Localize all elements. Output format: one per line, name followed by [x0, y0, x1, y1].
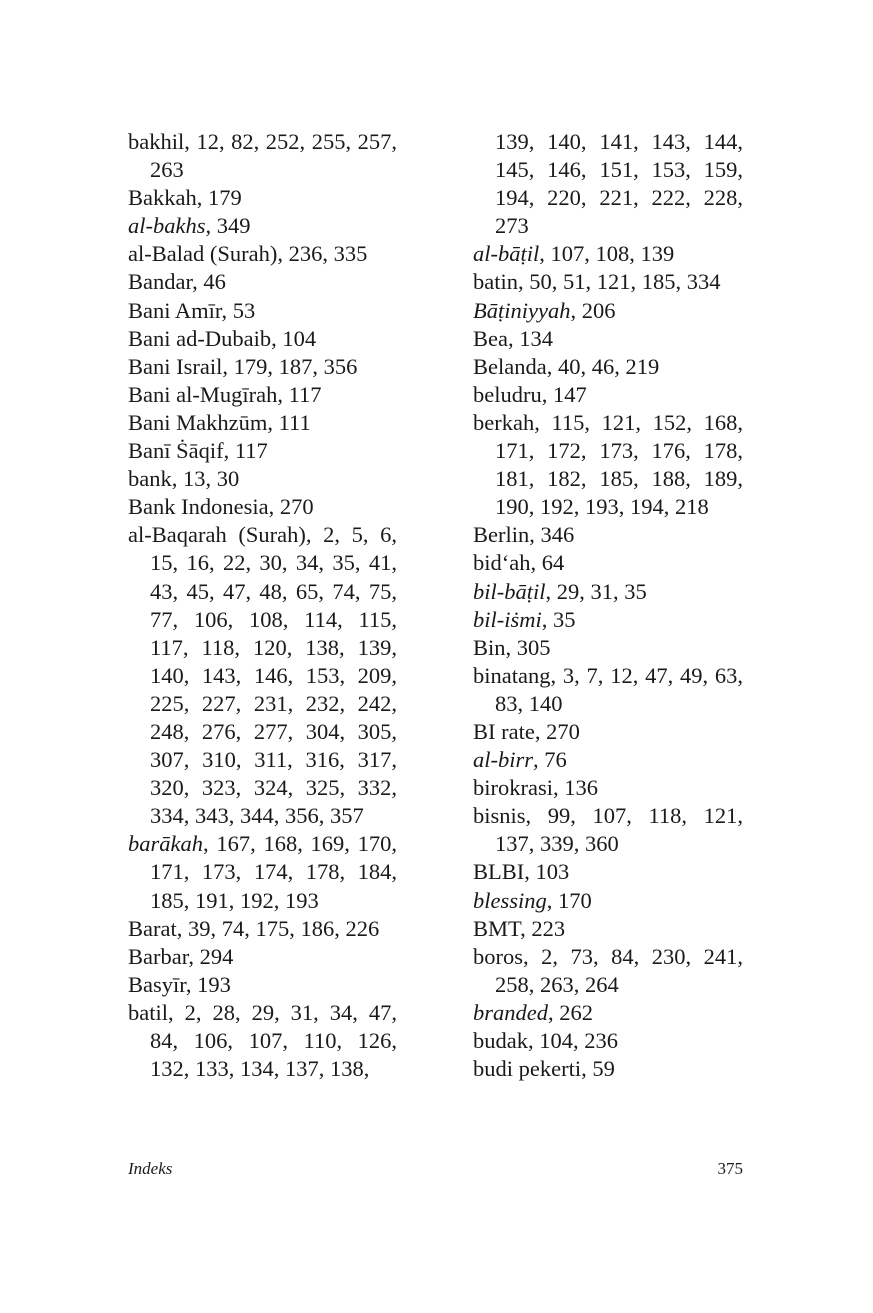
- index-pages: 206: [581, 297, 616, 323]
- index-pages: 147: [552, 381, 587, 407]
- index-pages: 115, 121, 152, 168, 171, 172, 173, 176, 178, 181, 182, 185, 188, 189, 190, 192, 193, 194, 218: [495, 409, 743, 520]
- index-separator: ,: [221, 297, 233, 323]
- index-entry: [473, 662, 743, 718]
- index-pages: 270: [546, 718, 580, 744]
- index-separator: ,: [552, 775, 565, 801]
- index-term: budi pekerti: [473, 1056, 582, 1082]
- index-entry: [128, 409, 397, 437]
- index-entry: [128, 240, 397, 268]
- index-term: bakhil: [128, 129, 185, 154]
- index-term: Basyīr: [128, 971, 186, 997]
- index-term: bil-bāṭil: [473, 578, 546, 604]
- index-term: Bakkah: [128, 185, 197, 211]
- index-entry: [473, 521, 743, 549]
- index-pages: 29, 31, 35: [556, 578, 647, 604]
- index-term: batin: [473, 269, 518, 295]
- index-term: beludru: [473, 381, 542, 407]
- index-separator: ,: [523, 943, 542, 969]
- index-pages: 262: [559, 999, 593, 1025]
- index-separator: ,: [222, 353, 234, 379]
- index-separator: ,: [171, 466, 183, 492]
- index-separator: ,: [176, 915, 188, 941]
- index-term: Banī Ṡāqif: [128, 438, 224, 464]
- index-entry: [473, 1055, 743, 1083]
- index-entry: [473, 915, 743, 943]
- index-term: batil: [128, 999, 168, 1025]
- index-term: al-bakhs: [128, 213, 206, 239]
- index-separator: ,: [581, 1056, 593, 1082]
- index-separator: ,: [546, 887, 559, 913]
- index-pages: 2, 73, 84, 230, 241, 258, 263, 264: [495, 943, 743, 997]
- index-entry: [473, 268, 743, 296]
- index-pages: 346: [540, 522, 575, 548]
- index-term: Bani al-Mugīrah: [128, 381, 278, 407]
- index-separator: ,: [507, 325, 520, 351]
- index-entry: [128, 184, 397, 212]
- index-entry: [128, 268, 397, 296]
- index-column-right: [473, 128, 743, 1083]
- index-pages: 117: [234, 438, 268, 464]
- index-entry: [473, 381, 743, 409]
- index-entry-continuation: 139, 140, 141, 143, 144, 145, 146, 151, 153, 159, 194, 220, 221, 222, 228, 273: [495, 129, 743, 239]
- index-separator: ,: [539, 241, 551, 267]
- index-pages: 349: [216, 213, 251, 239]
- index-separator: ,: [271, 325, 283, 351]
- index-pages: 2, 28, 29, 31, 34, 47, 84, 106, 107, 110, 126, 132, 133, 134, 137, 138,: [150, 999, 398, 1082]
- index-term: Bani Amīr: [128, 297, 222, 323]
- index-separator: ,: [550, 662, 563, 688]
- index-term: Bāṭiniyyah: [473, 297, 571, 323]
- index-pages: 12, 82, 252, 255, 257, 263: [150, 129, 398, 183]
- index-term: birokrasi: [473, 775, 553, 801]
- index-pages: 53: [232, 297, 256, 323]
- index-pages: 104, 236: [539, 1028, 618, 1053]
- index-entry: [473, 858, 743, 886]
- index-entry: [473, 718, 743, 746]
- index-entry: [473, 634, 743, 662]
- index-entry: [473, 549, 743, 577]
- index-separator: ,: [267, 409, 279, 435]
- index-term: BI rate: [473, 718, 535, 744]
- index-term: bil-iṡmi: [473, 606, 542, 632]
- index-separator: ,: [277, 381, 289, 407]
- index-entry: [473, 802, 743, 858]
- index-entry: [473, 943, 743, 999]
- index-entry: [128, 465, 397, 493]
- index-entry: [473, 887, 743, 915]
- index-term: budak: [473, 1028, 528, 1053]
- index-pages: 104: [282, 325, 317, 351]
- index-entry: [473, 297, 743, 325]
- index-entry: [128, 493, 397, 521]
- index-entry: [473, 578, 743, 606]
- index-entries-right: [473, 240, 743, 1083]
- index-term: al-Balad (Surah): [128, 241, 278, 267]
- index-entry: [128, 353, 397, 381]
- index-term: BMT: [473, 915, 521, 941]
- index-separator: ,: [530, 550, 542, 576]
- index-term: barākah: [128, 831, 203, 857]
- index-term: binatang: [473, 662, 551, 688]
- index-entry: [473, 1027, 743, 1055]
- index-separator: ,: [184, 129, 197, 154]
- index-term: al-birr: [473, 747, 534, 773]
- index-pages: 170: [558, 887, 592, 913]
- index-separator: ,: [223, 438, 235, 464]
- index-pages: 223: [531, 915, 566, 941]
- index-separator: ,: [192, 269, 204, 295]
- index-separator: ,: [528, 1028, 540, 1053]
- index-entry: [473, 325, 743, 353]
- index-pages: 107, 108, 139: [550, 241, 675, 267]
- running-footer-section: Indeks: [128, 1159, 173, 1178]
- index-separator: ,: [305, 522, 324, 548]
- index-separator: ,: [545, 578, 557, 604]
- index-pages: 13, 30: [183, 466, 240, 492]
- index-separator: ,: [188, 943, 200, 969]
- index-term: bisnis: [473, 803, 526, 829]
- index-separator: ,: [168, 999, 185, 1025]
- index-pages: 2, 5, 6, 15, 16, 22, 30, 34, 35, 41, 43, 45, 47, 48, 65, 74, 75, 77, 106, 108, 114, 115, 117, 118, 120, 138, 139, 140, 143, 146, 153, 209, 225, 227, 231, 232, 242, 248, 276, 277, 304, 305, 307, 310, 311, 316, 317, 320, 323, 324, 325, 332, 334, 343, 344, 356, 357: [150, 522, 398, 829]
- index-entry: [473, 774, 743, 802]
- index-pages: 76: [544, 747, 567, 773]
- index-term: Bani Makhzūm: [128, 409, 268, 435]
- index-separator: ,: [505, 634, 517, 660]
- index-entry: [128, 971, 397, 999]
- index-separator: ,: [518, 269, 530, 295]
- index-separator: ,: [520, 915, 532, 941]
- index-pages: 270: [279, 494, 314, 520]
- index-pages: 3, 7, 12, 47, 49, 63, 83, 140: [495, 662, 744, 716]
- index-pages: 111: [278, 409, 311, 435]
- index-separator: ,: [534, 409, 552, 435]
- index-pages: 193: [197, 971, 231, 997]
- index-pages: 103: [535, 859, 570, 885]
- index-term: Bea: [473, 325, 508, 351]
- index-pages: 179: [207, 185, 242, 211]
- index-term: boros: [473, 943, 523, 969]
- index-pages: 59: [592, 1056, 615, 1082]
- index-separator: ,: [268, 494, 280, 520]
- index-pages: 179, 187, 356: [233, 353, 358, 379]
- index-separator: ,: [525, 803, 548, 829]
- index-entry: [473, 409, 743, 521]
- index-separator: ,: [277, 241, 289, 267]
- index-separator: ,: [541, 606, 554, 632]
- index-entry: [473, 353, 743, 381]
- index-term: Bank Indonesia: [128, 494, 269, 520]
- index-term: Berlin: [473, 522, 530, 548]
- index-entry: [128, 325, 397, 353]
- index-term: bid‘ah: [473, 550, 531, 576]
- page-number: 375: [717, 1159, 743, 1178]
- index-term: al-bāṭil: [473, 241, 540, 267]
- index-column-left: [128, 128, 397, 1083]
- index-term: Barat: [128, 915, 177, 941]
- index-separator: ,: [205, 213, 217, 239]
- index-pages: 50, 51, 121, 185, 334: [529, 269, 721, 295]
- index-pages: 294: [199, 943, 234, 969]
- index-term: Bin: [473, 634, 506, 660]
- index-separator: ,: [524, 859, 536, 885]
- index-term: blessing: [473, 887, 547, 913]
- index-entry: [473, 746, 743, 774]
- index-entry: [473, 606, 743, 634]
- index-pages: 117: [288, 381, 322, 407]
- index-entry: [128, 999, 397, 1083]
- index-separator: ,: [541, 381, 553, 407]
- index-term: Bani ad-Dubaib: [128, 325, 272, 351]
- index-pages: 39, 74, 175, 186, 226: [187, 915, 380, 941]
- index-entry: [473, 999, 743, 1027]
- index-term: Barbar: [128, 943, 189, 969]
- index-term: Bandar: [128, 269, 193, 295]
- index-separator: ,: [203, 831, 217, 857]
- index-pages: 136: [564, 775, 598, 801]
- index-pages: 236, 335: [288, 241, 368, 267]
- index-pages: 40, 46, 219: [557, 353, 660, 379]
- index-term: branded: [473, 999, 548, 1025]
- index-separator: ,: [570, 297, 582, 323]
- index-separator: ,: [546, 353, 558, 379]
- index-term: Belanda: [473, 353, 547, 379]
- index-term: berkah: [473, 409, 535, 435]
- index-separator: ,: [529, 522, 541, 548]
- index-separator: ,: [196, 185, 208, 211]
- index-entry: [128, 297, 397, 325]
- index-entry: [128, 830, 397, 914]
- index-separator: ,: [185, 971, 198, 997]
- index-entry: [128, 381, 397, 409]
- index-separator: ,: [533, 747, 545, 773]
- index-entry: [473, 240, 743, 268]
- index-pages: 99, 107, 118, 121, 137, 339, 360: [495, 803, 743, 857]
- index-separator: ,: [548, 999, 560, 1025]
- index-pages: 64: [541, 550, 565, 576]
- index-pages: 134: [519, 325, 553, 351]
- index-term: al-Baqarah (Surah): [128, 522, 306, 548]
- index-entry: [128, 128, 397, 184]
- index-pages: 46: [203, 269, 226, 295]
- index-pages: 305: [516, 634, 551, 660]
- index-term: BLBI: [473, 859, 525, 885]
- index-entry: [128, 915, 397, 943]
- index-entry: [128, 437, 397, 465]
- index-term: bank: [128, 466, 172, 492]
- index-entry: [128, 212, 397, 240]
- index-pages: 167, 168, 169, 170, 171, 173, 174, 178, 184, 185, 191, 192, 193: [150, 831, 397, 913]
- index-separator: ,: [534, 718, 547, 744]
- index-entry: [128, 943, 397, 971]
- index-entry: [128, 521, 397, 830]
- index-pages: 35: [553, 606, 576, 632]
- index-term: Bani Israil: [128, 353, 223, 379]
